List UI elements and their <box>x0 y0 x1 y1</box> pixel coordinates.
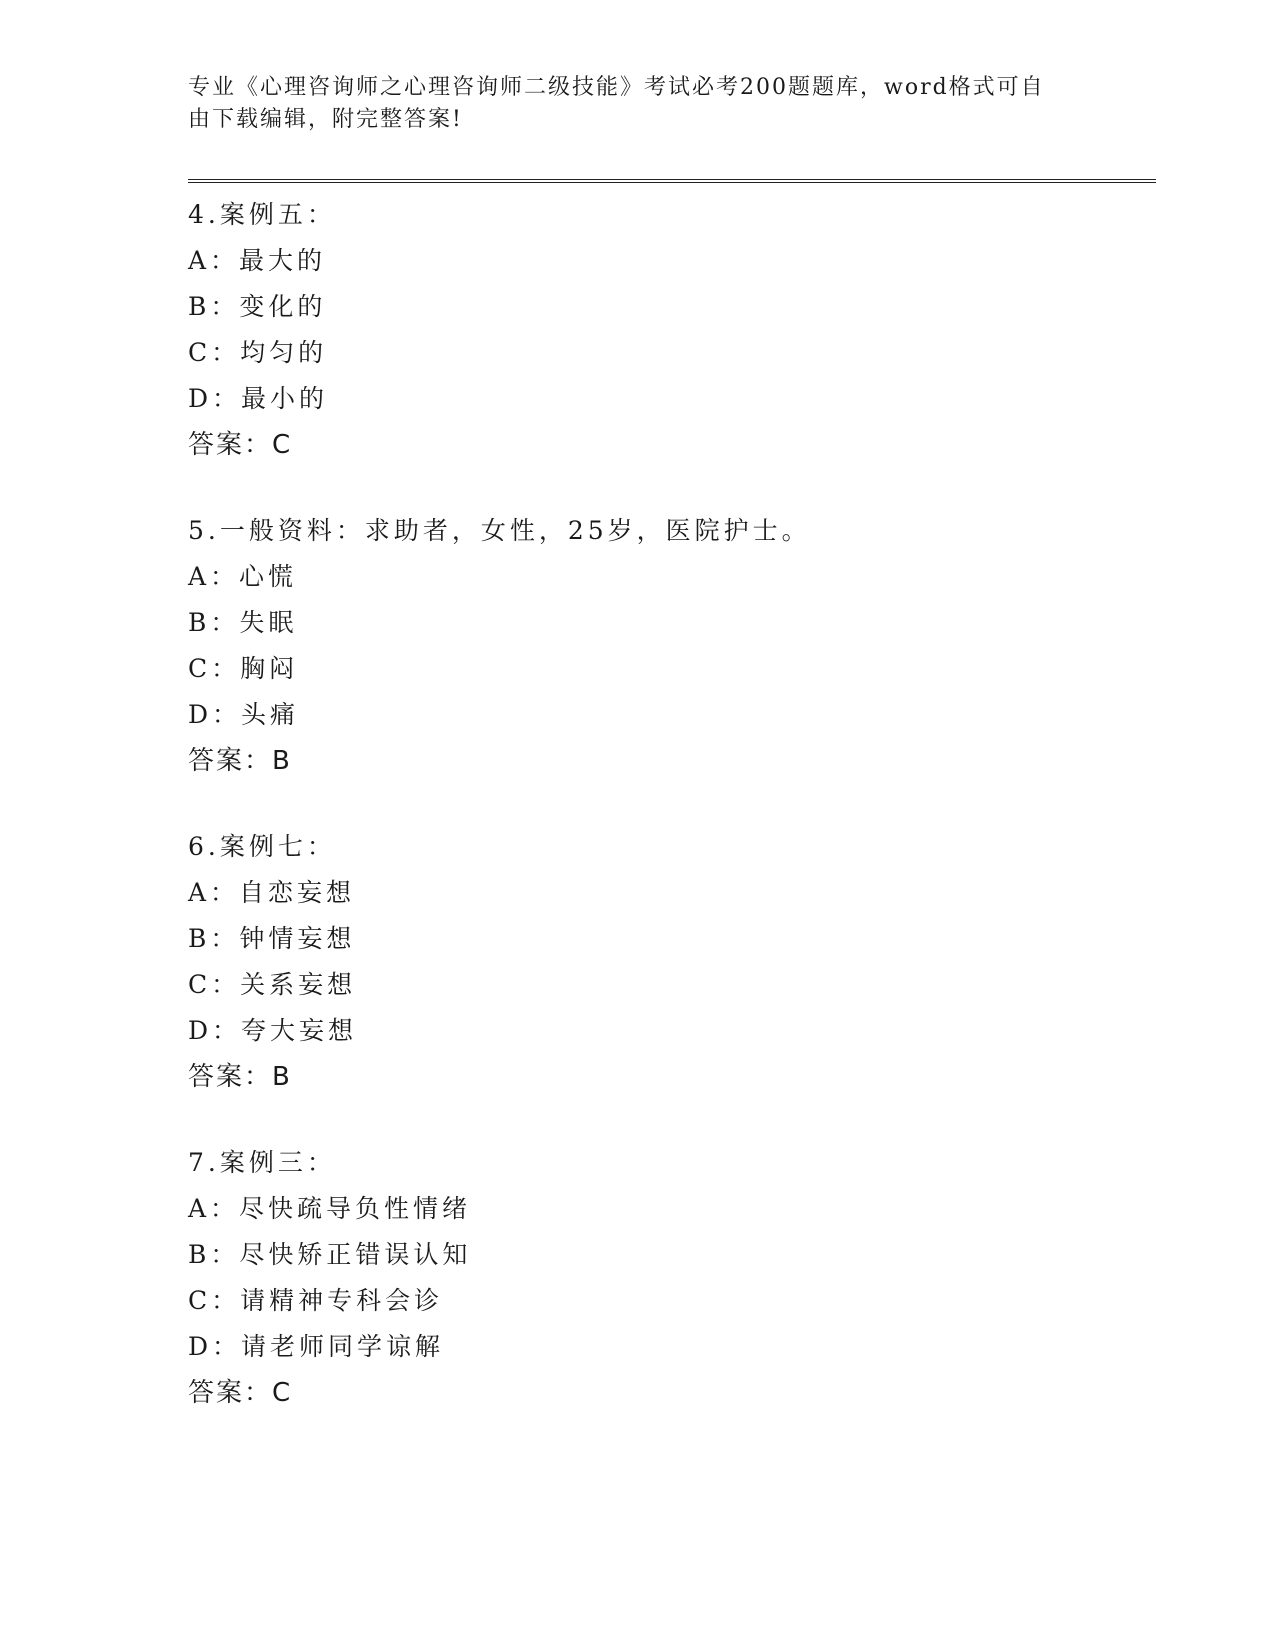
option-c: C：均匀的 <box>188 338 328 367</box>
option-b: B：钟情妄想 <box>188 924 356 953</box>
question-stem: 4.案例五： <box>188 200 336 229</box>
option-d: D：请老师同学谅解 <box>188 1332 445 1361</box>
option-c: C：请精神专科会诊 <box>188 1286 444 1315</box>
option-a: A：尽快疏导负性情绪 <box>188 1194 472 1223</box>
option-d: D：最小的 <box>188 384 329 413</box>
answer: 答案：B <box>188 1062 292 1092</box>
option-d: D：夸大妄想 <box>188 1016 358 1045</box>
question-6 <box>188 824 1156 1100</box>
option-a: A：心慌 <box>188 562 298 591</box>
option-b: B：尽快矫正错误认知 <box>188 1240 472 1269</box>
option-b: B：变化的 <box>188 292 327 321</box>
question-stem: 7.案例三： <box>188 1148 336 1177</box>
question-stem: 5.一般资料：求助者，女性，25岁，医院护士。 <box>188 516 811 545</box>
option-b: B：失眠 <box>188 608 298 637</box>
option-c: C：胸闷 <box>188 654 299 683</box>
question-4 <box>188 192 1156 468</box>
option-c: C：关系妄想 <box>188 970 357 999</box>
question-list <box>188 192 1156 1456</box>
header-divider <box>188 179 1156 183</box>
option-d: D：头痛 <box>188 700 300 729</box>
header-line-1: 专业《心理咨询师之心理咨询师二级技能》考试必考200题题库，word格式可自 <box>188 75 1045 100</box>
answer: 答案：C <box>188 1378 293 1408</box>
answer: 答案：B <box>188 746 292 776</box>
question-5 <box>188 508 1156 784</box>
answer: 答案：C <box>188 430 293 460</box>
document-header <box>188 72 1078 136</box>
header-line-2: 由下载编辑，附完整答案! <box>188 107 463 132</box>
option-a: A：最大的 <box>188 246 327 275</box>
option-a: A：自恋妄想 <box>188 878 356 907</box>
question-stem: 6.案例七： <box>188 832 336 861</box>
question-7 <box>188 1140 1156 1416</box>
